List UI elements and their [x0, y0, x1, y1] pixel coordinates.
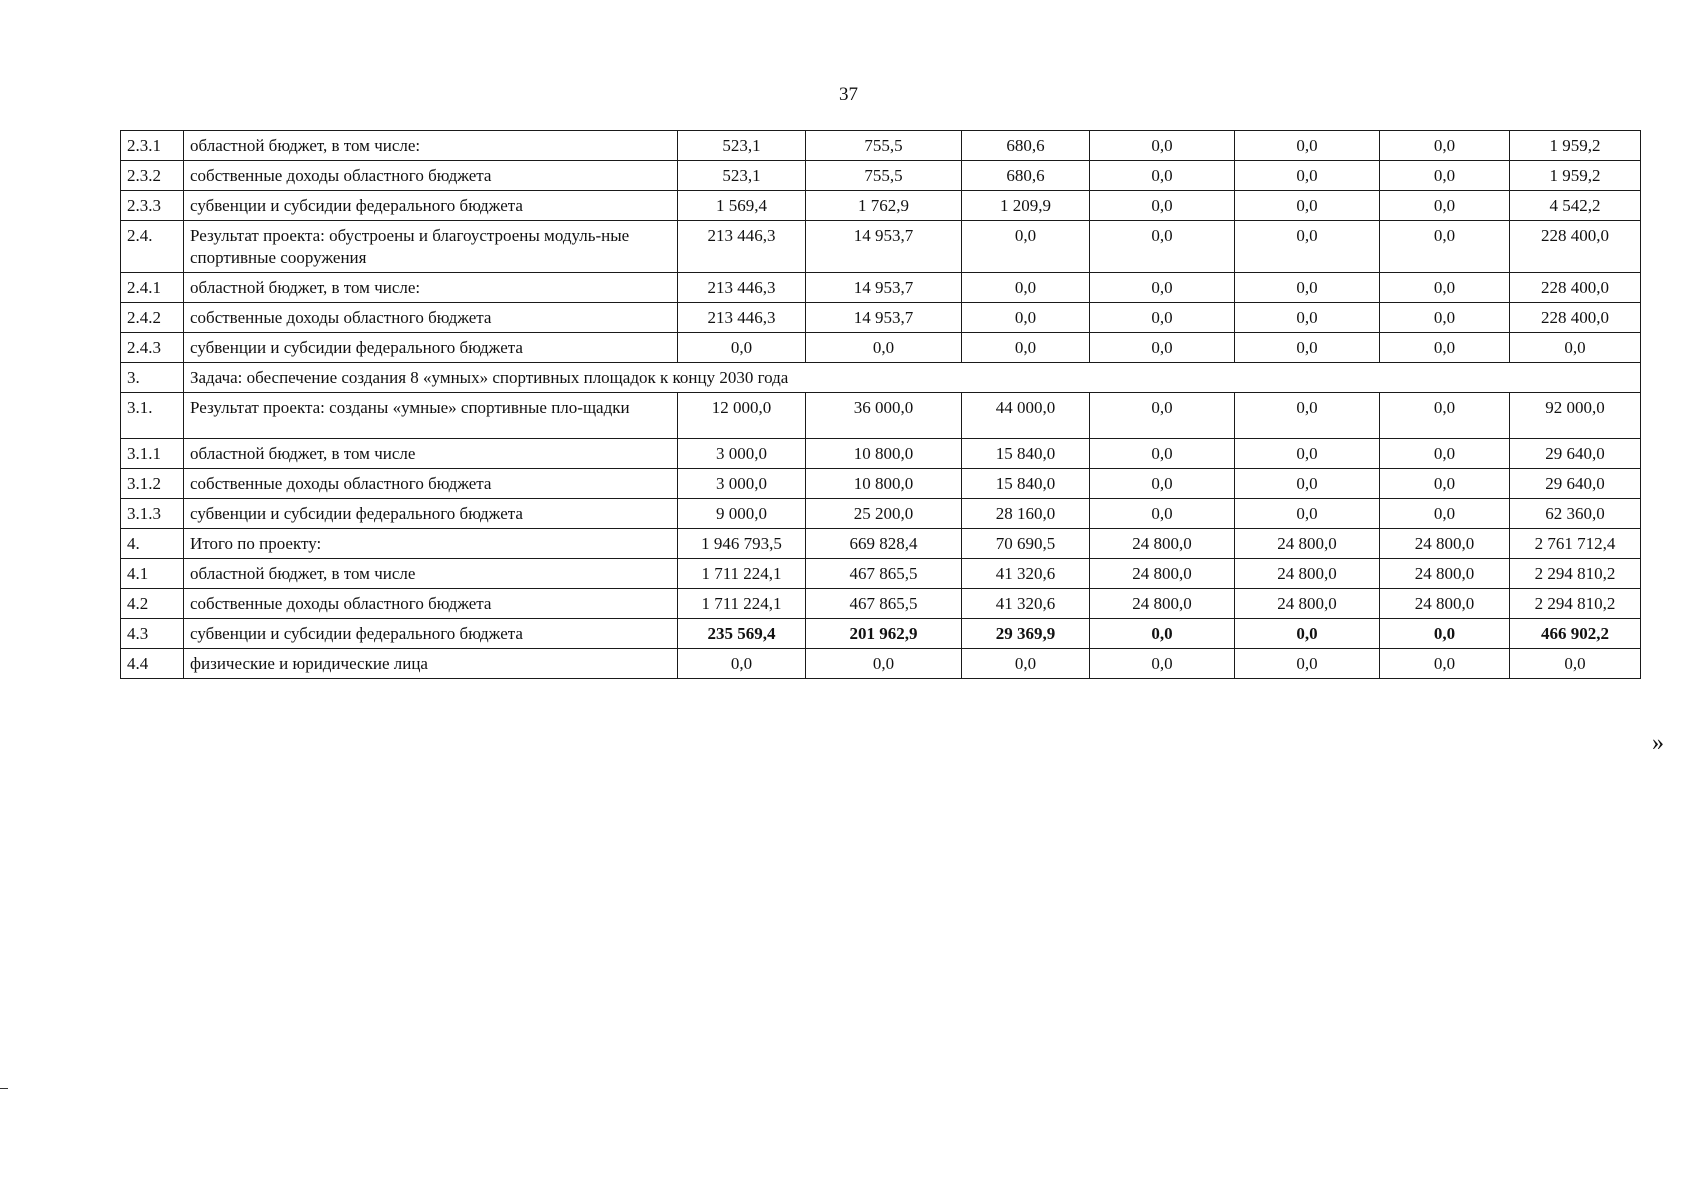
- value-text: 0,0: [1151, 196, 1173, 215]
- value-cell: [678, 131, 806, 161]
- table-row: [121, 439, 1641, 469]
- value-text: 14 953,7: [853, 278, 914, 297]
- value-cell: [678, 273, 806, 303]
- value-cell: [1090, 529, 1235, 559]
- value-cell: [962, 273, 1090, 303]
- value-text: 213 446,3: [707, 308, 776, 327]
- value-text: 3 000,0: [716, 444, 767, 463]
- value-text: 0,0: [1433, 474, 1456, 493]
- value-text: 0,0: [730, 654, 753, 673]
- value-text: 0,0: [1296, 196, 1318, 215]
- row-name: Задача: обеспечение создания 8 «умных» спортивных площадок к концу 2030 года: [184, 363, 1641, 393]
- value-text: 0,0: [1296, 398, 1318, 417]
- value-text: 228 400,0: [1541, 278, 1609, 297]
- value-cell: [1510, 619, 1641, 649]
- value-cell: [806, 393, 962, 439]
- value-cell: [1380, 499, 1510, 529]
- value-text: 14 953,7: [853, 308, 914, 327]
- value-cell: [1380, 619, 1510, 649]
- table-row: [121, 191, 1641, 221]
- table-row: [121, 363, 1641, 393]
- value-cell: [1235, 393, 1380, 439]
- value-cell: [1510, 303, 1641, 333]
- value-text: 235 569,4: [707, 624, 776, 643]
- value-text: 24 800,0: [1277, 564, 1337, 583]
- table-row: [121, 161, 1641, 191]
- value-text: 92 000,0: [1545, 398, 1605, 417]
- table-row: [121, 559, 1641, 589]
- value-text: 1 946 793,5: [701, 534, 782, 553]
- row-code: 2.4.1: [121, 273, 184, 303]
- value-cell: [1235, 559, 1380, 589]
- value-cell: [1090, 191, 1235, 221]
- table-row: [121, 131, 1641, 161]
- value-cell: [1090, 499, 1235, 529]
- row-code: 3.1.: [121, 393, 184, 439]
- value-cell: [1235, 273, 1380, 303]
- budget-table: [120, 130, 1641, 679]
- value-cell: [806, 589, 962, 619]
- value-text: 0,0: [1296, 504, 1318, 523]
- value-cell: [1510, 131, 1641, 161]
- value-text: 44 000,0: [995, 398, 1056, 417]
- value-cell: [962, 191, 1090, 221]
- value-cell: [678, 589, 806, 619]
- value-text: 213 446,3: [707, 278, 776, 297]
- value-text: 0,0: [872, 338, 895, 357]
- value-text: 70 690,5: [995, 534, 1056, 553]
- value-cell: [806, 559, 962, 589]
- value-cell: [806, 529, 962, 559]
- value-text: 0,0: [1296, 338, 1318, 357]
- row-code: 4.3: [121, 619, 184, 649]
- value-cell: [1380, 303, 1510, 333]
- value-cell: [1380, 649, 1510, 679]
- row-name: собственные доходы областного бюджета: [184, 303, 678, 333]
- value-text: 0,0: [1296, 308, 1318, 327]
- value-cell: [1235, 499, 1380, 529]
- row-name: областной бюджет, в том числе: [184, 439, 678, 469]
- value-text: 0,0: [1296, 444, 1318, 463]
- value-cell: [1090, 469, 1235, 499]
- value-cell: [962, 131, 1090, 161]
- value-cell: [1090, 221, 1235, 273]
- value-text: 0,0: [1296, 624, 1318, 643]
- value-cell: [1235, 529, 1380, 559]
- value-cell: [1380, 469, 1510, 499]
- value-text: 0,0: [730, 338, 753, 357]
- row-code: 4.: [121, 529, 184, 559]
- value-cell: [1090, 649, 1235, 679]
- value-text: 0,0: [1151, 624, 1173, 643]
- value-cell: [1090, 333, 1235, 363]
- value-text: 669 828,4: [849, 534, 918, 553]
- value-text: 0,0: [1296, 474, 1318, 493]
- value-text: 24 800,0: [1414, 534, 1475, 553]
- value-cell: [678, 333, 806, 363]
- row-name: собственные доходы областного бюджета: [184, 161, 678, 191]
- table-row: [121, 221, 1641, 273]
- value-cell: [1090, 393, 1235, 439]
- value-text: 0,0: [1564, 654, 1586, 673]
- value-text: 466 902,2: [1541, 624, 1609, 643]
- value-text: 0,0: [1151, 398, 1173, 417]
- value-text: 0,0: [1151, 504, 1173, 523]
- value-text: 0,0: [1296, 166, 1318, 185]
- value-cell: [678, 619, 806, 649]
- value-cell: [962, 619, 1090, 649]
- value-text: 680,6: [1006, 136, 1045, 155]
- value-cell: [678, 303, 806, 333]
- value-text: 755,5: [864, 166, 903, 185]
- value-text: 0,0: [1433, 398, 1456, 417]
- row-name: областной бюджет, в том числе:: [184, 273, 678, 303]
- row-code: 2.3.3: [121, 191, 184, 221]
- value-text: 0,0: [1151, 338, 1173, 357]
- value-text: 0,0: [1296, 278, 1318, 297]
- value-cell: [1380, 589, 1510, 619]
- value-text: 36 000,0: [853, 398, 914, 417]
- value-text: 755,5: [864, 136, 903, 155]
- value-text: 0,0: [1564, 338, 1586, 357]
- value-cell: [1380, 191, 1510, 221]
- value-cell: [806, 439, 962, 469]
- row-name: субвенции и субсидии федерального бюджета: [184, 333, 678, 363]
- value-cell: [806, 333, 962, 363]
- page-number: 37: [839, 84, 858, 105]
- value-cell: [1235, 131, 1380, 161]
- value-cell: [678, 221, 806, 273]
- value-text: 0,0: [1433, 624, 1456, 643]
- value-text: 680,6: [1006, 166, 1045, 185]
- value-text: 41 320,6: [995, 594, 1056, 613]
- value-cell: [1235, 619, 1380, 649]
- value-text: 0,0: [1014, 278, 1037, 297]
- value-text: 228 400,0: [1541, 226, 1609, 245]
- table-row: [121, 469, 1641, 499]
- row-code: 2.3.1: [121, 131, 184, 161]
- row-code: 4.2: [121, 589, 184, 619]
- row-name: физические и юридические лица: [184, 649, 678, 679]
- value-text: 15 840,0: [995, 444, 1056, 463]
- value-text: 1 711 224,1: [701, 594, 782, 613]
- value-cell: [1380, 439, 1510, 469]
- value-text: 24 800,0: [1277, 534, 1337, 553]
- value-text: 0,0: [1296, 136, 1318, 155]
- value-cell: [962, 333, 1090, 363]
- value-cell: [1235, 303, 1380, 333]
- row-code: 4.1: [121, 559, 184, 589]
- value-text: 523,1: [722, 136, 761, 155]
- value-text: 4 542,2: [1549, 196, 1601, 215]
- value-text: 0,0: [1151, 136, 1173, 155]
- table-row: [121, 393, 1641, 439]
- value-text: 0,0: [1151, 444, 1173, 463]
- value-cell: [1510, 161, 1641, 191]
- value-cell: [806, 499, 962, 529]
- value-text: 0,0: [1433, 166, 1456, 185]
- table-row: [121, 589, 1641, 619]
- value-text: 0,0: [1014, 226, 1037, 245]
- value-text: 0,0: [1151, 226, 1173, 245]
- row-name: собственные доходы областного бюджета: [184, 469, 678, 499]
- value-text: 467 865,5: [849, 564, 918, 583]
- value-cell: [1235, 221, 1380, 273]
- value-cell: [678, 649, 806, 679]
- value-text: 29 640,0: [1545, 474, 1605, 493]
- value-text: 62 360,0: [1545, 504, 1605, 523]
- value-text: 201 962,9: [849, 624, 918, 643]
- value-text: 29 369,9: [995, 624, 1056, 643]
- value-cell: [1090, 273, 1235, 303]
- value-text: 0,0: [1296, 226, 1318, 245]
- value-text: 29 640,0: [1545, 444, 1605, 463]
- value-cell: [1235, 469, 1380, 499]
- value-cell: [962, 303, 1090, 333]
- value-cell: [962, 161, 1090, 191]
- value-cell: [1380, 529, 1510, 559]
- table-row: [121, 619, 1641, 649]
- value-text: 0,0: [1433, 196, 1456, 215]
- value-cell: [1510, 439, 1641, 469]
- value-cell: [962, 469, 1090, 499]
- value-text: 0,0: [1433, 338, 1456, 357]
- value-cell: [678, 393, 806, 439]
- value-text: 0,0: [1433, 504, 1456, 523]
- value-cell: [1090, 161, 1235, 191]
- value-cell: [1510, 529, 1641, 559]
- table-row: [121, 333, 1641, 363]
- value-cell: [962, 393, 1090, 439]
- value-text: 0,0: [1151, 474, 1173, 493]
- row-name: субвенции и субсидии федерального бюджета: [184, 191, 678, 221]
- value-cell: [962, 649, 1090, 679]
- value-text: 467 865,5: [849, 594, 918, 613]
- value-cell: [1235, 439, 1380, 469]
- value-text: 0,0: [1433, 278, 1456, 297]
- row-name: Результат проекта: обустроены и благоустроены модуль-ные спортивные сооружения: [184, 221, 678, 273]
- value-cell: [806, 303, 962, 333]
- value-text: 10 800,0: [853, 444, 914, 463]
- table-row: [121, 303, 1641, 333]
- row-name: областной бюджет, в том числе:: [184, 131, 678, 161]
- value-text: 25 200,0: [853, 504, 914, 523]
- value-cell: [678, 161, 806, 191]
- value-text: 1 959,2: [1549, 166, 1601, 185]
- value-cell: [1510, 333, 1641, 363]
- value-text: 1 762,9: [858, 196, 909, 215]
- value-cell: [806, 191, 962, 221]
- value-cell: [1380, 273, 1510, 303]
- value-text: 2 761 712,4: [1534, 534, 1616, 553]
- value-cell: [1380, 221, 1510, 273]
- row-code: 2.4.2: [121, 303, 184, 333]
- value-cell: [678, 559, 806, 589]
- value-cell: [806, 221, 962, 273]
- value-text: 41 320,6: [995, 564, 1056, 583]
- value-text: 0,0: [1151, 278, 1173, 297]
- value-cell: [1235, 161, 1380, 191]
- row-code: 3.: [121, 363, 184, 393]
- value-cell: [806, 469, 962, 499]
- row-code: 2.4.3: [121, 333, 184, 363]
- value-cell: [1380, 559, 1510, 589]
- value-cell: [1380, 393, 1510, 439]
- value-text: 10 800,0: [853, 474, 914, 493]
- value-cell: [1235, 191, 1380, 221]
- value-text: 0,0: [1433, 136, 1456, 155]
- value-cell: [1090, 619, 1235, 649]
- row-name: областной бюджет, в том числе: [184, 559, 678, 589]
- value-text: 1 209,9: [1000, 196, 1051, 215]
- value-cell: [678, 439, 806, 469]
- value-cell: [1380, 161, 1510, 191]
- value-text: 0,0: [1296, 654, 1318, 673]
- value-cell: [678, 469, 806, 499]
- value-text: 0,0: [1151, 654, 1173, 673]
- value-cell: [1510, 649, 1641, 679]
- value-text: 2 294 810,2: [1534, 564, 1616, 583]
- value-text: 24 800,0: [1414, 564, 1475, 583]
- value-text: 0,0: [1014, 308, 1037, 327]
- value-cell: [1090, 439, 1235, 469]
- row-name: субвенции и субсидии федерального бюджета: [184, 619, 678, 649]
- value-text: 2 294 810,2: [1534, 594, 1616, 613]
- value-text: 1 711 224,1: [701, 564, 782, 583]
- value-cell: [1090, 559, 1235, 589]
- row-code: 3.1.1: [121, 439, 184, 469]
- value-cell: [1090, 589, 1235, 619]
- value-cell: [1510, 191, 1641, 221]
- value-text: 24 800,0: [1277, 594, 1337, 613]
- row-code: 3.1.3: [121, 499, 184, 529]
- value-cell: [1235, 589, 1380, 619]
- row-name: Итого по проекту:: [184, 529, 678, 559]
- table-row: [121, 529, 1641, 559]
- value-text: 24 800,0: [1132, 594, 1192, 613]
- value-cell: [1090, 131, 1235, 161]
- value-cell: [1510, 393, 1641, 439]
- value-text: 0,0: [1014, 338, 1037, 357]
- value-cell: [806, 131, 962, 161]
- value-cell: [962, 439, 1090, 469]
- value-cell: [1235, 649, 1380, 679]
- value-text: 24 800,0: [1414, 594, 1475, 613]
- value-text: 0,0: [1433, 226, 1456, 245]
- closing-quote: »: [1652, 730, 1664, 756]
- value-cell: [1510, 273, 1641, 303]
- row-code: 3.1.2: [121, 469, 184, 499]
- value-cell: [962, 529, 1090, 559]
- value-text: 0,0: [1014, 654, 1037, 673]
- value-cell: [806, 649, 962, 679]
- table-row: [121, 499, 1641, 529]
- value-text: 24 800,0: [1132, 534, 1192, 553]
- value-text: 0,0: [1433, 654, 1456, 673]
- value-text: 523,1: [722, 166, 761, 185]
- value-text: 0,0: [1151, 166, 1173, 185]
- row-code: 2.4.: [121, 221, 184, 273]
- value-cell: [1510, 559, 1641, 589]
- value-cell: [806, 161, 962, 191]
- value-text: 0,0: [1433, 308, 1456, 327]
- value-text: 228 400,0: [1541, 308, 1609, 327]
- row-name: собственные доходы областного бюджета: [184, 589, 678, 619]
- value-text: 0,0: [872, 654, 895, 673]
- table-row: [121, 649, 1641, 679]
- value-cell: [678, 529, 806, 559]
- budget-table-body: [121, 131, 1641, 679]
- value-text: 0,0: [1433, 444, 1456, 463]
- value-cell: [1090, 303, 1235, 333]
- value-cell: [1380, 333, 1510, 363]
- value-cell: [1510, 589, 1641, 619]
- value-cell: [1510, 469, 1641, 499]
- value-cell: [962, 499, 1090, 529]
- value-text: 213 446,3: [707, 226, 776, 245]
- value-text: 12 000,0: [711, 398, 772, 417]
- value-cell: [962, 589, 1090, 619]
- row-code: 2.3.2: [121, 161, 184, 191]
- value-cell: [1235, 333, 1380, 363]
- row-name: Результат проекта: созданы «умные» спортивные пло-щадки: [184, 393, 678, 439]
- value-cell: [678, 499, 806, 529]
- value-cell: [806, 273, 962, 303]
- margin-mark: [0, 1088, 8, 1089]
- value-cell: [1380, 131, 1510, 161]
- value-cell: [962, 559, 1090, 589]
- value-cell: [678, 191, 806, 221]
- value-cell: [962, 221, 1090, 273]
- value-text: 15 840,0: [995, 474, 1056, 493]
- value-cell: [1510, 499, 1641, 529]
- value-cell: [1510, 221, 1641, 273]
- value-text: 1 959,2: [1549, 136, 1601, 155]
- value-text: 3 000,0: [716, 474, 767, 493]
- row-code: 4.4: [121, 649, 184, 679]
- value-text: 0,0: [1151, 308, 1173, 327]
- value-text: 1 569,4: [716, 196, 767, 215]
- table-row: [121, 273, 1641, 303]
- value-text: 28 160,0: [995, 504, 1056, 523]
- value-text: 14 953,7: [853, 226, 914, 245]
- value-text: 24 800,0: [1132, 564, 1192, 583]
- value-cell: [806, 619, 962, 649]
- value-text: 9 000,0: [716, 504, 767, 523]
- row-name: субвенции и субсидии федерального бюджета: [184, 499, 678, 529]
